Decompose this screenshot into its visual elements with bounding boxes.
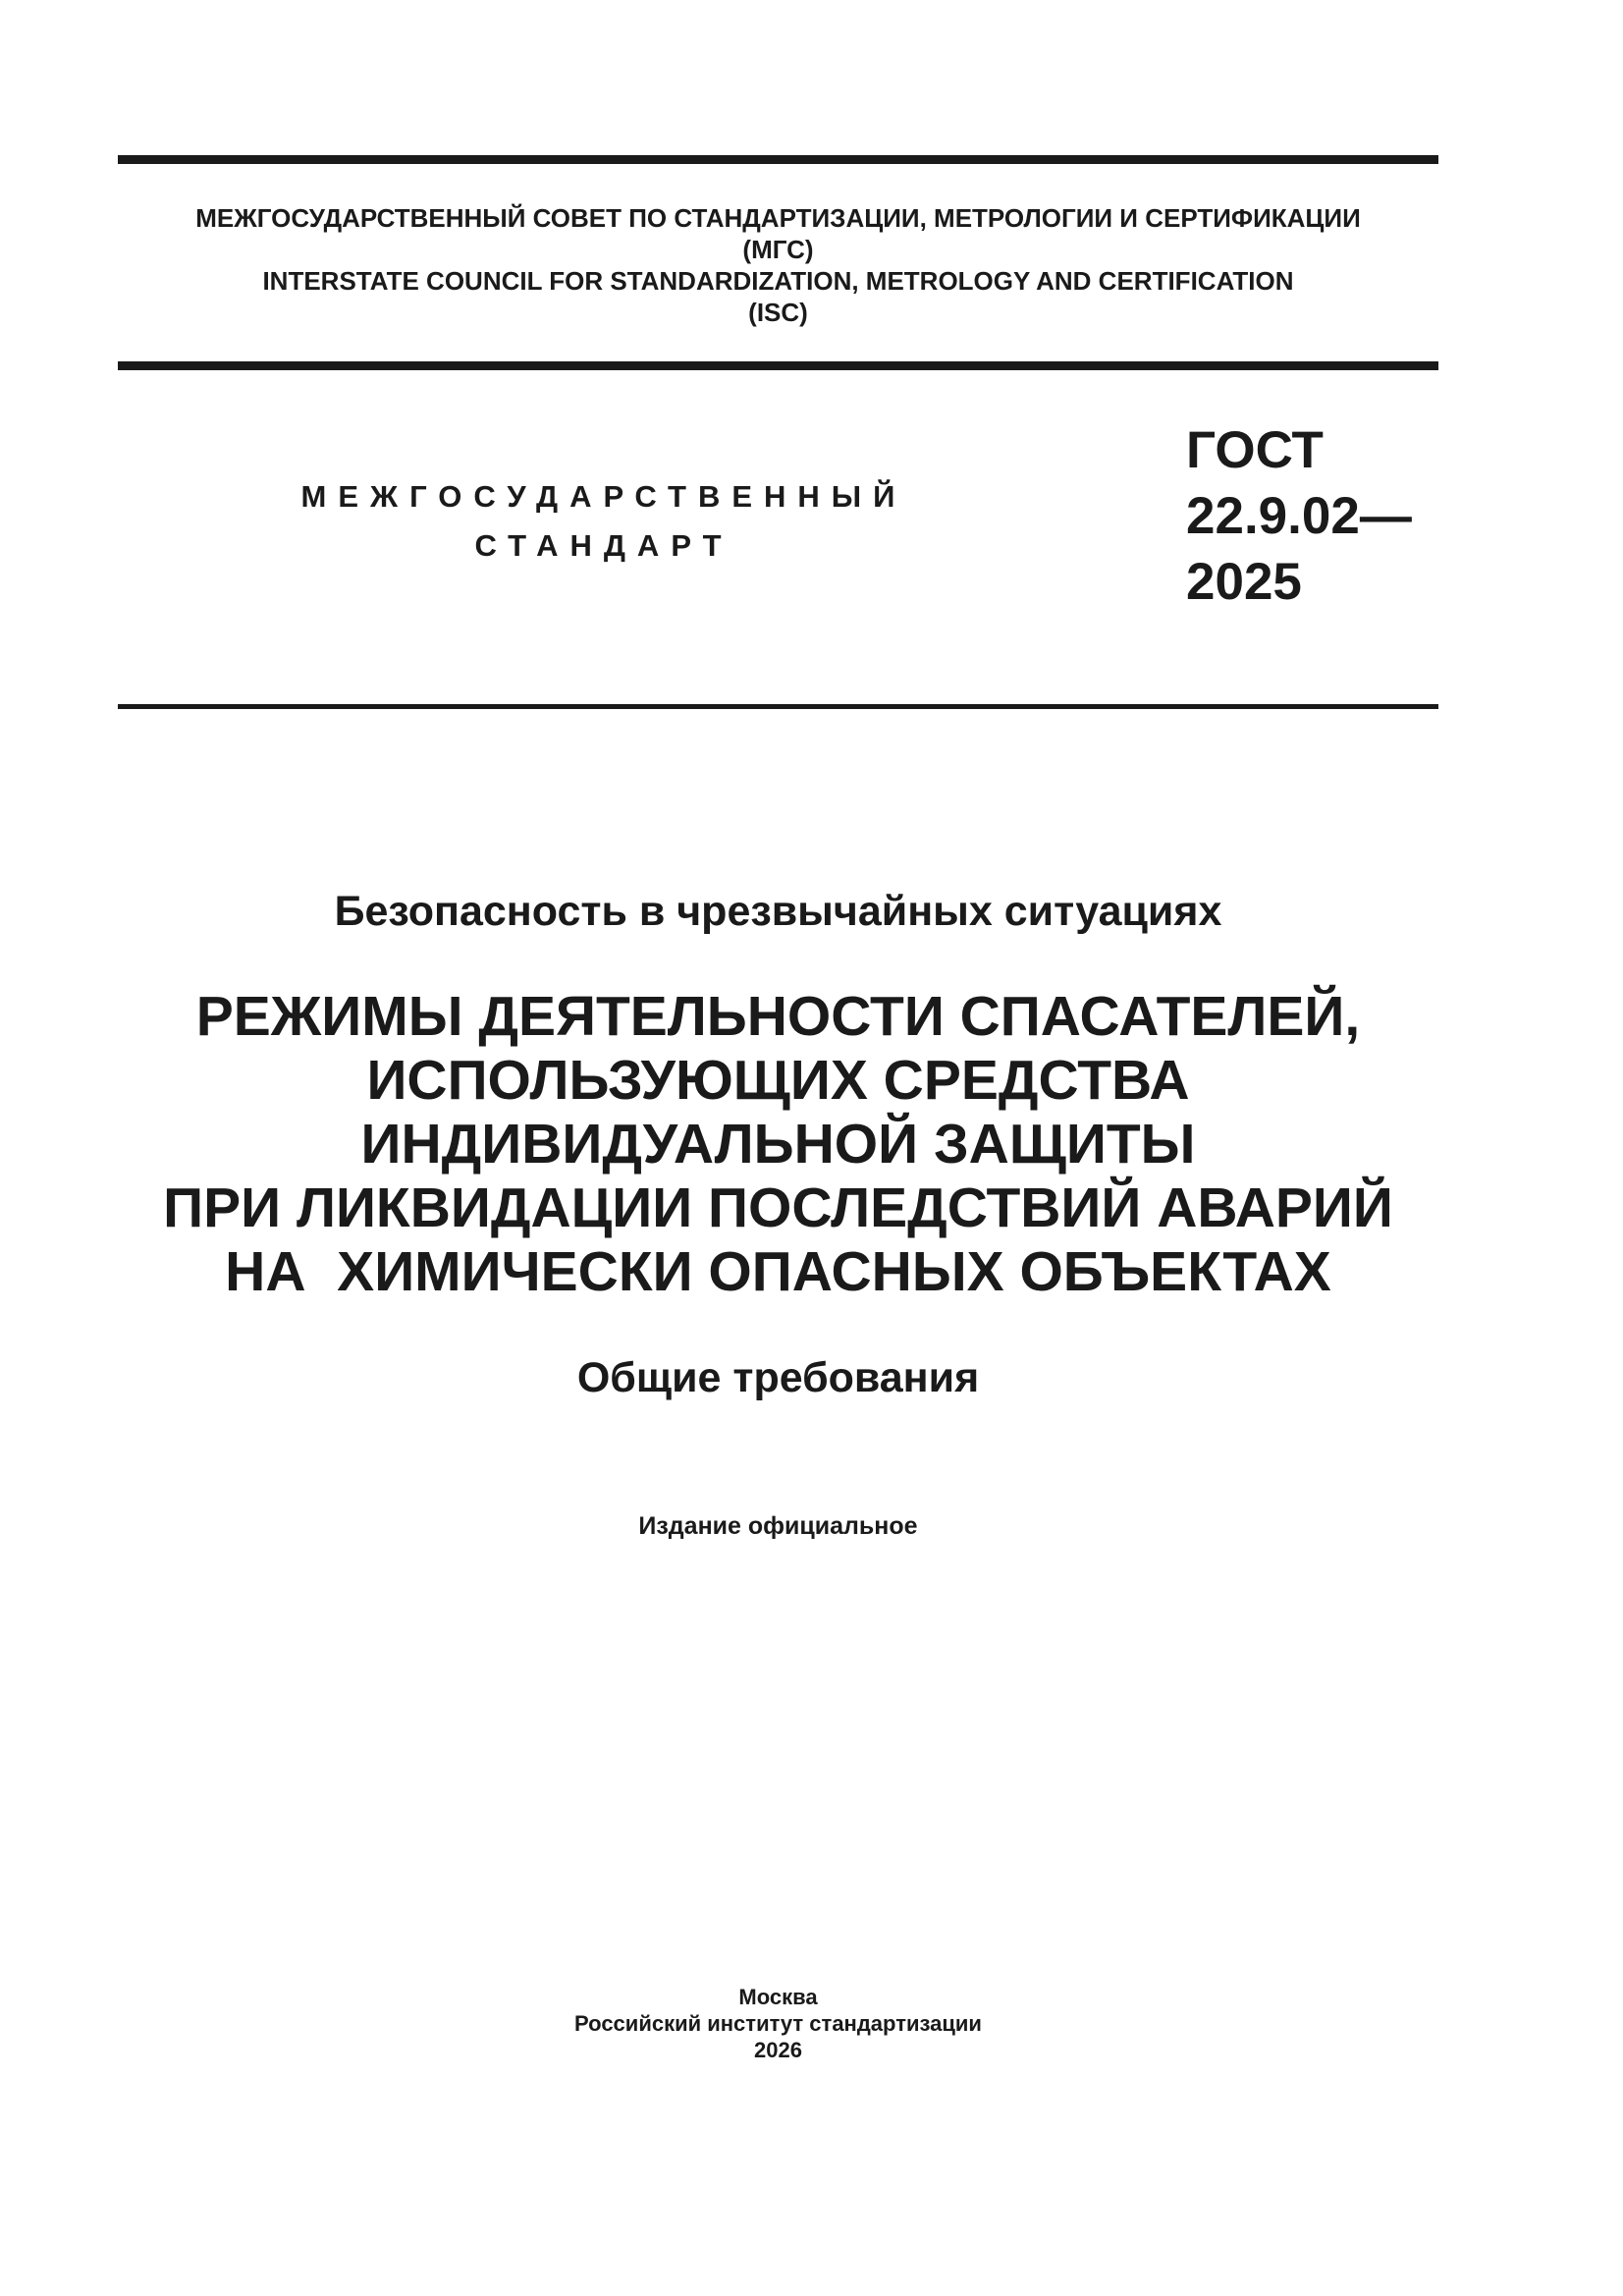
top-divider: [118, 155, 1438, 164]
title-line: РЕЖИМЫ ДЕЯТЕЛЬНОСТИ СПАСАТЕЛЕЙ,: [195, 985, 1361, 1048]
council-abbr-ru: (МГС): [742, 235, 814, 264]
title-line: ПРИ ЛИКВИДАЦИИ ПОСЛЕДСТВИЙ АВАРИЙ: [163, 1176, 1393, 1239]
designation-prefix: ГОСТ: [1186, 421, 1324, 479]
standard-designation: [1186, 417, 1412, 615]
council-header: [118, 202, 1438, 328]
publication-year: 2026: [754, 2038, 802, 2062]
council-name-ru: МЕЖГОСУДАРСТВЕННЫЙ СОВЕТ ПО СТАНДАРТИЗАЦИИ, МЕТРОЛОГИИ И СЕРТИФИКАЦИИ: [195, 203, 1361, 233]
publisher-city: Москва: [738, 1985, 818, 2009]
title-line: ИНДИВИДУАЛЬНОЙ ЗАЩИТЫ: [360, 1113, 1196, 1175]
standard-type-line2: СТАНДАРТ: [474, 528, 733, 563]
document-subject: Безопасность в чрезвычайных ситуациях: [334, 888, 1222, 935]
council-name-en: INTERSTATE COUNCIL FOR STANDARDIZATION, METROLOGY AND CERTIFICATION: [262, 266, 1294, 296]
designation-number: 22.9.02—: [1186, 487, 1412, 545]
publisher-institute: Российский институт стандартизации: [574, 2011, 982, 2036]
publisher-block: [118, 1984, 1438, 2063]
edition-note: Издание официальное: [638, 1512, 918, 1540]
document-title: [59, 985, 1497, 1304]
title-line: НА ХИМИЧЕСКИ ОПАСНЫХ ОБЪЕКТАХ: [225, 1240, 1331, 1303]
document-subtitle: Общие требования: [576, 1354, 980, 1401]
bottom-divider: [118, 704, 1438, 709]
designation-year: 2025: [1186, 553, 1302, 611]
standard-type-line1: МЕЖГОСУДАРСТВЕННЫЙ: [300, 479, 907, 514]
title-line: ИСПОЛЬЗУЮЩИХ СРЕДСТВА: [366, 1049, 1190, 1112]
council-abbr-en: (ISC): [748, 298, 808, 327]
middle-divider: [118, 361, 1438, 370]
